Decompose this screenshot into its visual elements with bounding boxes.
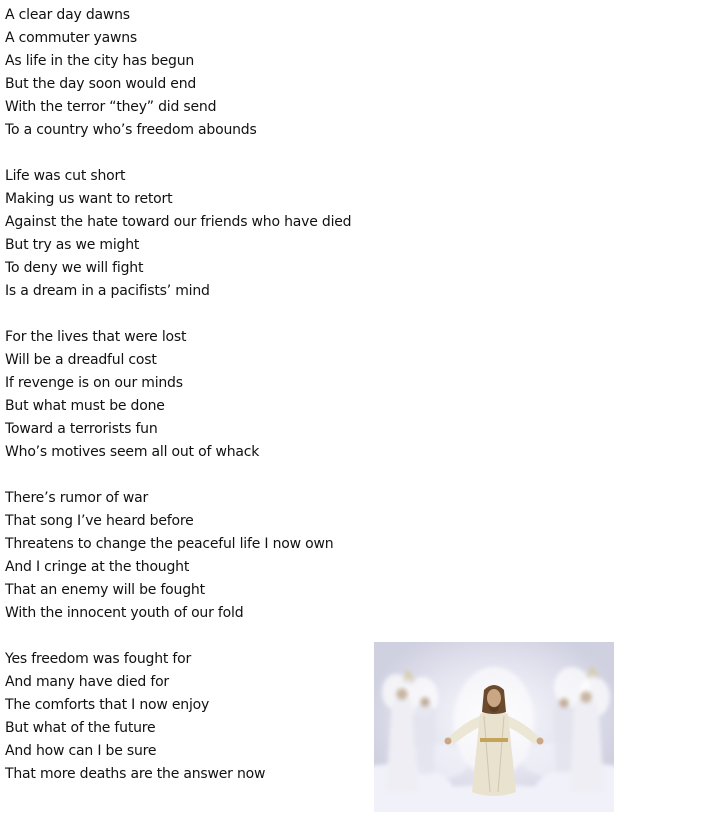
poem-stanza	[5, 165, 365, 303]
poem-line: Life was cut short	[5, 168, 126, 184]
poem-line: But try as we might	[5, 237, 140, 253]
illustration-image	[374, 642, 614, 812]
poem-line: The comforts that I now enjoy	[5, 697, 210, 713]
poem-line: And I cringe at the thought	[5, 559, 190, 575]
poem-stanza	[5, 4, 365, 142]
poem-line: A clear day dawns	[5, 7, 130, 23]
poem-line: And many have died for	[5, 674, 169, 690]
poem-stanza	[5, 326, 365, 464]
poem-line: That more deaths are the answer now	[5, 766, 266, 782]
poem-line: Threatens to change the peaceful life I now own	[5, 536, 334, 552]
poem-stanza	[5, 648, 365, 786]
poem-line: Making us want to retort	[5, 191, 173, 207]
poem-line: To deny we will fight	[5, 260, 144, 276]
left-angels	[382, 672, 438, 792]
poem-line: With the innocent youth of our fold	[5, 605, 244, 621]
poem-line: Toward a terrorists fun	[5, 421, 158, 437]
poem-line: Against the hate toward our friends who have died	[5, 214, 352, 230]
poem-line: But the day soon would end	[5, 76, 197, 92]
poem-line: Is a dream in a pacifists’ mind	[5, 283, 210, 299]
poem-line: And how can I be sure	[5, 743, 157, 759]
poem-line: A commuter yawns	[5, 30, 138, 46]
poem-line: As life in the city has begun	[5, 53, 195, 69]
poem-line: If revenge is on our minds	[5, 375, 183, 391]
poem-line: Yes freedom was fought for	[5, 651, 192, 667]
poem-line: For the lives that were lost	[5, 329, 187, 345]
poem-line: With the terror “they” did send	[5, 99, 217, 115]
angels-in-clouds-picture	[374, 642, 614, 812]
poem-line: There’s rumor of war	[5, 490, 149, 506]
poem	[5, 4, 365, 809]
poem-line: Who’s motives seem all out of whack	[5, 444, 260, 460]
poem-stanza	[5, 487, 365, 625]
poem-line: That song I’ve heard before	[5, 513, 194, 529]
poem-line: But what must be done	[5, 398, 165, 414]
poem-line: But what of the future	[5, 720, 156, 736]
poem-line: To a country who’s freedom abounds	[5, 122, 257, 138]
poem-line: Will be a dreadful cost	[5, 352, 157, 368]
poem-line: That an enemy will be fought	[5, 582, 205, 598]
